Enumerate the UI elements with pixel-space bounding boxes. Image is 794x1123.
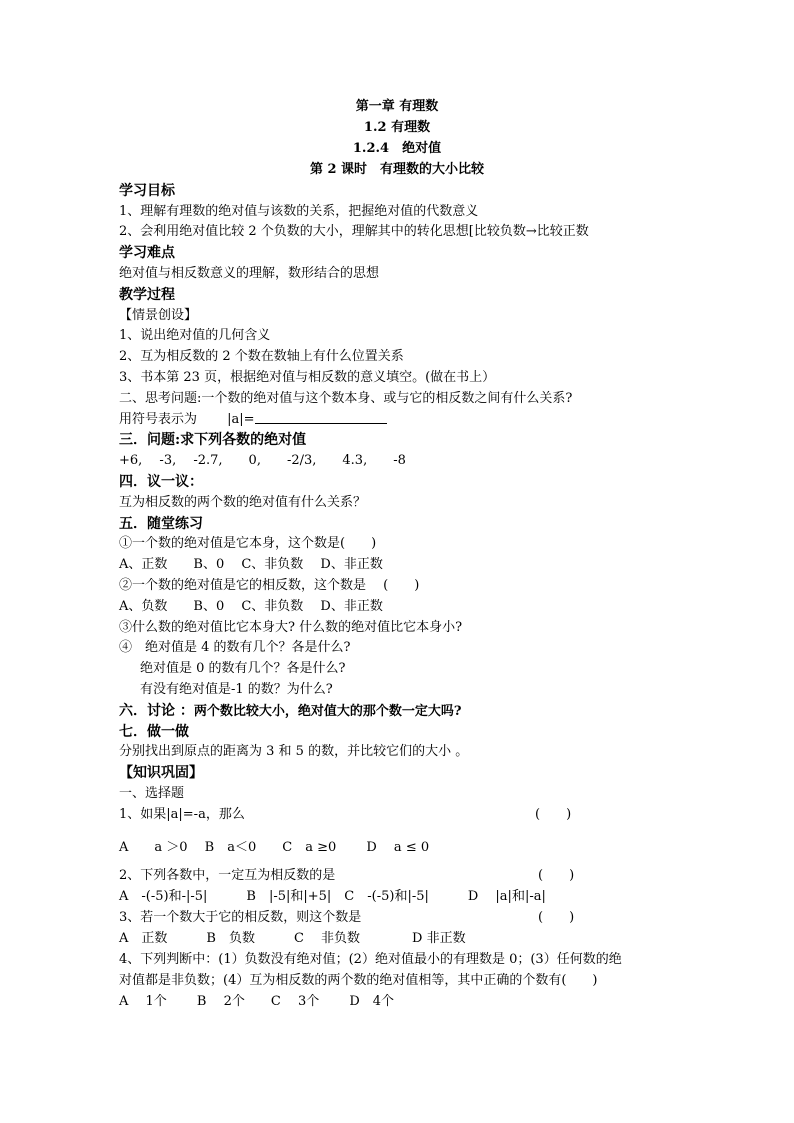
choice-options: A 正数 B 负数 C 非负数 D 非正数 [119,931,466,946]
fill-blank [255,410,387,424]
consolidate-heading: 【知识巩固】 [119,765,203,781]
answer-paren: ( ) [538,910,575,925]
chapter-title: 第一章 有理数 [355,99,439,114]
exercise-question: ①一个数的绝对值是它本身，这个数是( ) [119,536,377,551]
section7-heading: 七．做一做 [119,724,189,740]
answer-paren: ( ) [535,807,572,822]
section4-heading: 四．议一议： [119,474,203,490]
exercise-question: ②一个数的绝对值是它的相反数，这个数是 ( ) [119,578,420,593]
section3-heading: 三．问题:求下列各数的绝对值 [119,432,307,448]
process-item: 二、思考问题:一个数的绝对值与这个数本身、或与它的相反数之间有什么关系? [119,391,573,406]
section7-text: 分别找出到原点的距离为 3 和 5 的数，并比较它们的大小 。 [119,744,469,759]
choice-question: 4、下列判断中：(1）负数没有绝对值；(2）绝对值最小的有理数是 0；(3）任何数的绝 [119,952,622,967]
choice-question: 3、若一个数大于它的相反数，则这个数是 [119,910,362,925]
exercise-options: A、负数 B、0 C、非负数 D、非正数 [119,599,383,614]
symbol-line [119,410,387,430]
process-item: 3、书本第 23 页，根据绝对值与相反数的意义填空。(做在书上） [119,370,496,385]
goals-heading: 学习目标 [119,183,175,199]
scenario-heading: 【情景创设】 [119,308,198,323]
exercise-question: 有没有绝对值是-1 的数？为什么? [140,682,333,697]
lesson-title: 第 2 课时 有理数的大小比较 [309,162,485,177]
section6-text: 两个数比较大小，绝对值大的那个数一定大吗? [193,704,462,719]
choice-question: 对值都是非负数；(4）互为相反数的两个数的绝对值相等，其中正确的个数有( ) [119,973,598,988]
section5-heading: 五．随堂练习 [119,516,203,532]
difficulty-heading: 学习难点 [119,245,175,261]
symbol-expr: |a|= [227,412,255,427]
section4-text: 互为相反数的两个数的绝对值有什么关系？ [119,495,367,510]
exercise-options: A、正数 B、0 C、非负数 D、非正数 [119,557,383,572]
difficulty-text: 绝对值与相反数意义的理解，数形结合的思想 [119,266,380,281]
goal-item: 2、会利用绝对值比较 2 个负数的大小，理解其中的转化思想[比较负数→比较正数 [119,224,589,239]
choice-options: A -(-5)和-|-5| B |-5|和|+5| C -(-5)和|-5| D |a|和|-a| [119,889,546,904]
process-item: 1、说出绝对值的几何含义 [119,328,271,343]
section6-line [119,701,462,722]
exercise-question: ④ 绝对值是 4 的数有几个？各是什么? [119,640,351,655]
exercise-question: ③什么数的绝对值比它本身大? 什么数的绝对值比它本身小? [119,620,463,635]
choice-options: A a ＞0 B a＜0 C a ≥0 D a ≤ 0 [119,840,430,855]
choice-question: 2、下列各数中，一定互为相反数的是 [119,868,336,883]
section6-heading: 六．讨论 ： [119,703,194,719]
process-item: 2、互为相反数的 2 个数在数轴上有什么位置关系 [119,349,404,364]
symbol-prefix: 用符号表示为 [119,412,198,427]
section3-numbers: +6, -3, -2.7, 0, -2/3, 4.3, -8 [119,453,406,468]
choice-part-heading: 一、选择题 [119,786,185,801]
exercise-question: 绝对值是 0 的数有几个？各是什么? [140,661,346,676]
goal-item: 1、理解有理数的绝对值与该数的关系，把握绝对值的代数意义 [119,204,479,219]
answer-paren: ( ) [538,868,575,883]
choice-question: 1、如果|a|=-a，那么 [119,807,245,822]
choice-options: A 1个 B 2个 C 3个 D 4个 [119,994,395,1009]
process-heading: 教学过程 [119,287,175,303]
section-title: 1.2 有理数 [363,120,431,135]
subsection-title: 1.2.4 绝对值 [352,141,442,156]
